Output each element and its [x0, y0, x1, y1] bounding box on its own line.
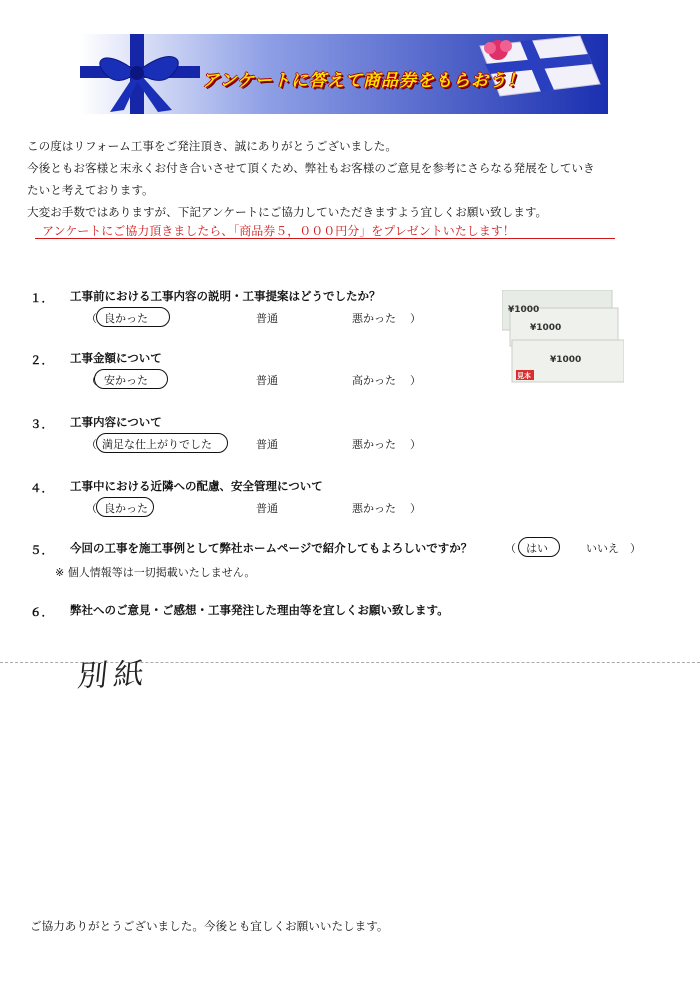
question-1-open-paren: （ — [86, 312, 97, 325]
question-6-text: 弊社へのご意見・ご感想・工事発注した理由等を宜しくお願い致します。 — [70, 603, 449, 617]
banner-title: アンケートに答えて商品券をもらおう！ — [202, 71, 525, 91]
question-2-option-1[interactable]: 安かった — [104, 372, 148, 388]
question-4-open-paren: （ — [86, 502, 97, 515]
question-2-close-paren: ） — [410, 374, 421, 387]
selection-circle — [518, 537, 560, 557]
voucher-amount-1: ¥1000 — [508, 305, 540, 315]
intro-line-1: この度はリフォーム工事をご発注頂き、誠にありがとうございました。 — [27, 139, 397, 153]
question-5-option-yes[interactable]: はい — [526, 540, 548, 556]
question-5-number: ５． — [30, 543, 53, 557]
question-3-close-paren: ） — [410, 438, 421, 451]
question-1-text: 工事前における工事内容の説明・工事提案はどうでしたか？ — [70, 289, 381, 303]
question-5-close-paren: ） — [630, 542, 641, 555]
question-2-text: 工事金額について — [70, 351, 162, 365]
handwritten-answer: 別紙 — [75, 656, 152, 695]
selection-circle — [96, 433, 228, 453]
question-4-text: 工事中における近隣への配慮、安全管理について — [70, 479, 323, 493]
question-2-open-paren: （ — [86, 374, 97, 387]
question-2-option-2[interactable]: 普通 — [256, 374, 278, 387]
question-4-option-2[interactable]: 普通 — [256, 502, 278, 515]
question-4-number: ４． — [30, 481, 53, 495]
voucher-graphic — [502, 290, 624, 386]
gift-notice: アンケートにご協力頂きましたら、「商品券５，０００円分」をプレゼントいたします！ — [42, 224, 515, 238]
question-4-close-paren: ） — [410, 502, 421, 515]
selection-circle — [96, 307, 170, 327]
question-3-open-paren: （ — [86, 438, 97, 451]
question-1-option-3[interactable]: 悪かった — [352, 312, 396, 325]
selection-circle — [94, 369, 168, 389]
question-2-option-3[interactable]: 高かった — [352, 374, 396, 387]
notice-underline — [35, 238, 615, 239]
question-1-option-1[interactable]: 良かった — [104, 310, 148, 326]
gift-voucher-image — [502, 290, 624, 386]
voucher-amount-2: ¥1000 — [530, 323, 562, 333]
voucher-sample-mark: 見本 — [517, 372, 531, 380]
question-2-number: ２． — [30, 353, 53, 367]
footer-thanks: ご協力ありがとうございました。今後とも宜しくお願いいたします。 — [30, 919, 389, 933]
intro-line-4: 大変お手数ではありますが、下記アンケートにご協力していただきますよう宜しくお願い致します。 — [27, 205, 548, 219]
question-3-text: 工事内容について — [70, 415, 162, 429]
privacy-note: ※ 個人情報等は一切掲載いたしません。 — [55, 566, 256, 579]
question-4-option-3[interactable]: 悪かった — [352, 502, 396, 515]
intro-line-3: たいと考えております。 — [27, 183, 154, 197]
question-5-option-no[interactable]: いいえ — [586, 542, 619, 555]
question-1-close-paren: ） — [410, 312, 421, 325]
selection-circle — [96, 497, 154, 517]
question-5-text: 今回の工事を施工事例として弊社ホームページで紹介してもよろしいですか？ — [70, 541, 473, 555]
question-1-option-2[interactable]: 普通 — [256, 312, 278, 325]
question-6-number: ６． — [30, 605, 53, 619]
voucher-amount-3: ¥1000 — [550, 355, 582, 365]
question-1-number: １． — [30, 291, 53, 305]
question-3-number: ３． — [30, 417, 53, 431]
question-5-open-paren: （ — [505, 542, 516, 555]
header-banner — [80, 34, 608, 114]
question-3-option-3[interactable]: 悪かった — [352, 438, 396, 451]
intro-line-2: 今後ともお客様と末永くお付き合いさせて頂くため、弊社もお客様のご意見を参考にさらなる発展をしていき — [27, 161, 595, 175]
question-3-option-2[interactable]: 普通 — [256, 438, 278, 451]
question-4-option-1[interactable]: 良かった — [104, 500, 148, 516]
question-3-option-1[interactable]: 満足な仕上がりでした — [102, 436, 212, 452]
